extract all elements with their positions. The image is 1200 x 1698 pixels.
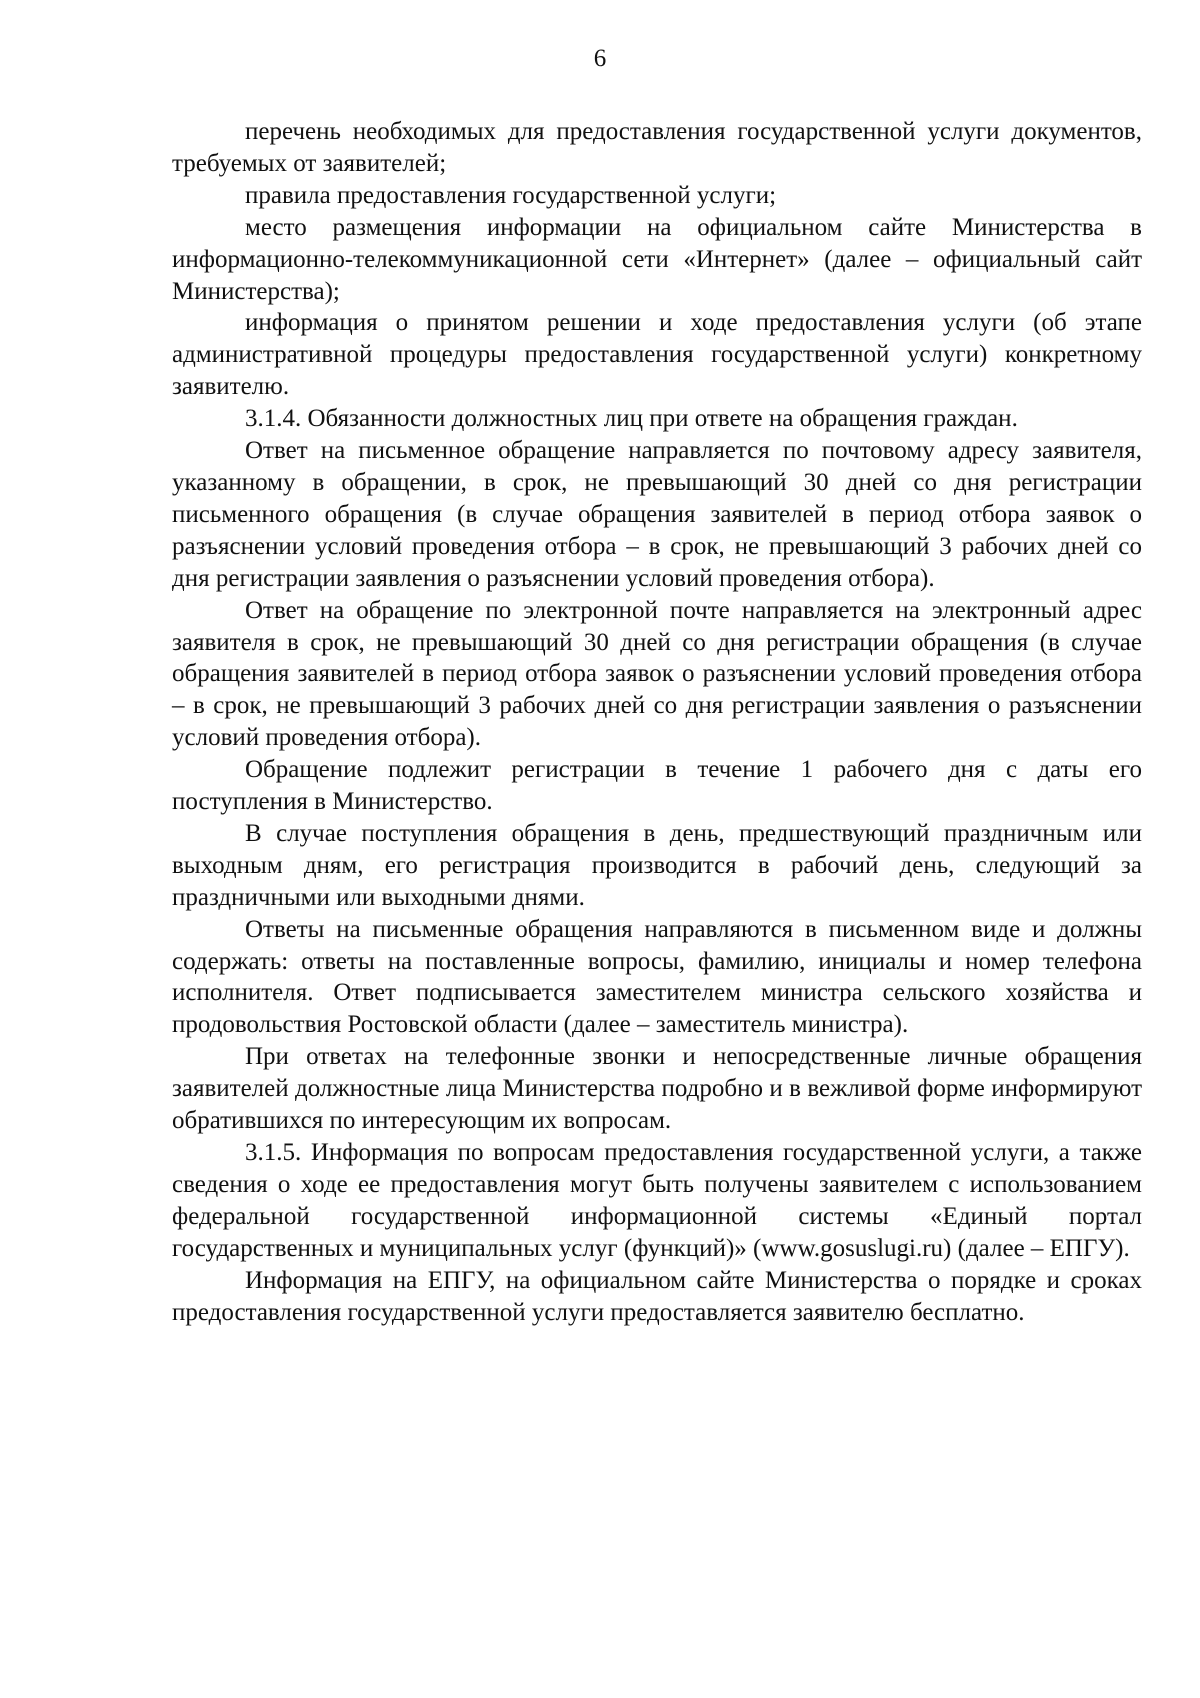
paragraph-section-3-1-4: 3.1.4. Обязанности должностных лиц при ответе на обращения граждан.: [245, 405, 1018, 433]
paragraph-written-response: Ответ на письменное обращение направляется по почтовому адресу заявителя, указанному в обращении, в срок, не превышающий 30 дней со дня регистрации письменного обращения (в случае обращения заявителей в период отбора заявок о разъяснении условий проведения отбора – в срок, не превышающий 3 рабочих дней со дня регистрации заявления о разъяснении условий проведения отбора).: [172, 437, 1142, 592]
paragraph-holiday-registration: В случае поступления обращения в день, предшествующий праздничным или выходным дням, его регистрация производится в рабочий день, следующий за праздничными или выходными днями.: [172, 819, 1142, 911]
paragraph-documents-list: перечень необходимых для предоставления государственной услуги документов, требуемых от заявителей;: [172, 118, 1142, 177]
paragraph-service-rules: правила предоставления государственной услуги;: [245, 181, 777, 209]
paragraph-response-contents: Ответы на письменные обращения направляются в письменном виде и должны содержать: ответы на поставленные вопросы, фамилию, инициалы и номер телефона исполнителя. Ответ подписывается заместителем министра сельского хозяйства и продовольствия Ростовской области (далее – заместитель министра).: [172, 915, 1142, 1039]
paragraph-free-information: Информация на ЕПГУ, на официальном сайте Министерства о порядке и сроках предоставления государственной услуги предоставляется заявителю бесплатно.: [172, 1266, 1142, 1326]
paragraph-decision-info: информация о принятом решении и ходе предоставления услуги (об этапе административной процедуры предоставления государственной услуги) конкретному заявителю.: [172, 309, 1142, 401]
paragraph-registration: Обращение подлежит регистрации в течение 1 рабочего дня с даты его поступления в Министерство.: [172, 756, 1142, 816]
page-number: 6: [593, 45, 607, 72]
paragraph-section-3-1-5: 3.1.5. Информация по вопросам предоставления государственной услуги, а также сведения о ходе ее предоставления могут быть получены заявителем с использованием федеральной государственной информационной системы «Единый портал государственных и муниципальных услуг (функций)» (www.gosuslugi.ru) (далее – ЕПГУ).: [172, 1139, 1142, 1262]
paragraph-phone-calls: При ответах на телефонные звонки и непосредственные личные обращения заявителей должностные лица Министерства подробно и в вежливой форме информируют обратившихся по интересующим их вопросам.: [172, 1043, 1142, 1135]
paragraph-email-response: Ответ на обращение по электронной почте направляется на электронный адрес заявителя в срок, не превышающий 30 дней со дня регистрации обращения (в случае обращения заявителей в период отбора заявок о разъяснении условий проведения отбора – в срок, не превышающий 3 рабочих дней со дня регистрации заявления о разъяснении условий проведения отбора).: [172, 596, 1142, 752]
paragraph-website-location: место размещения информации на официальном сайте Министерства в информационно-телекоммуникационной сети «Интернет» (далее – официальный сайт Министерства);: [172, 213, 1142, 305]
document-body: [172, 116, 1142, 1328]
